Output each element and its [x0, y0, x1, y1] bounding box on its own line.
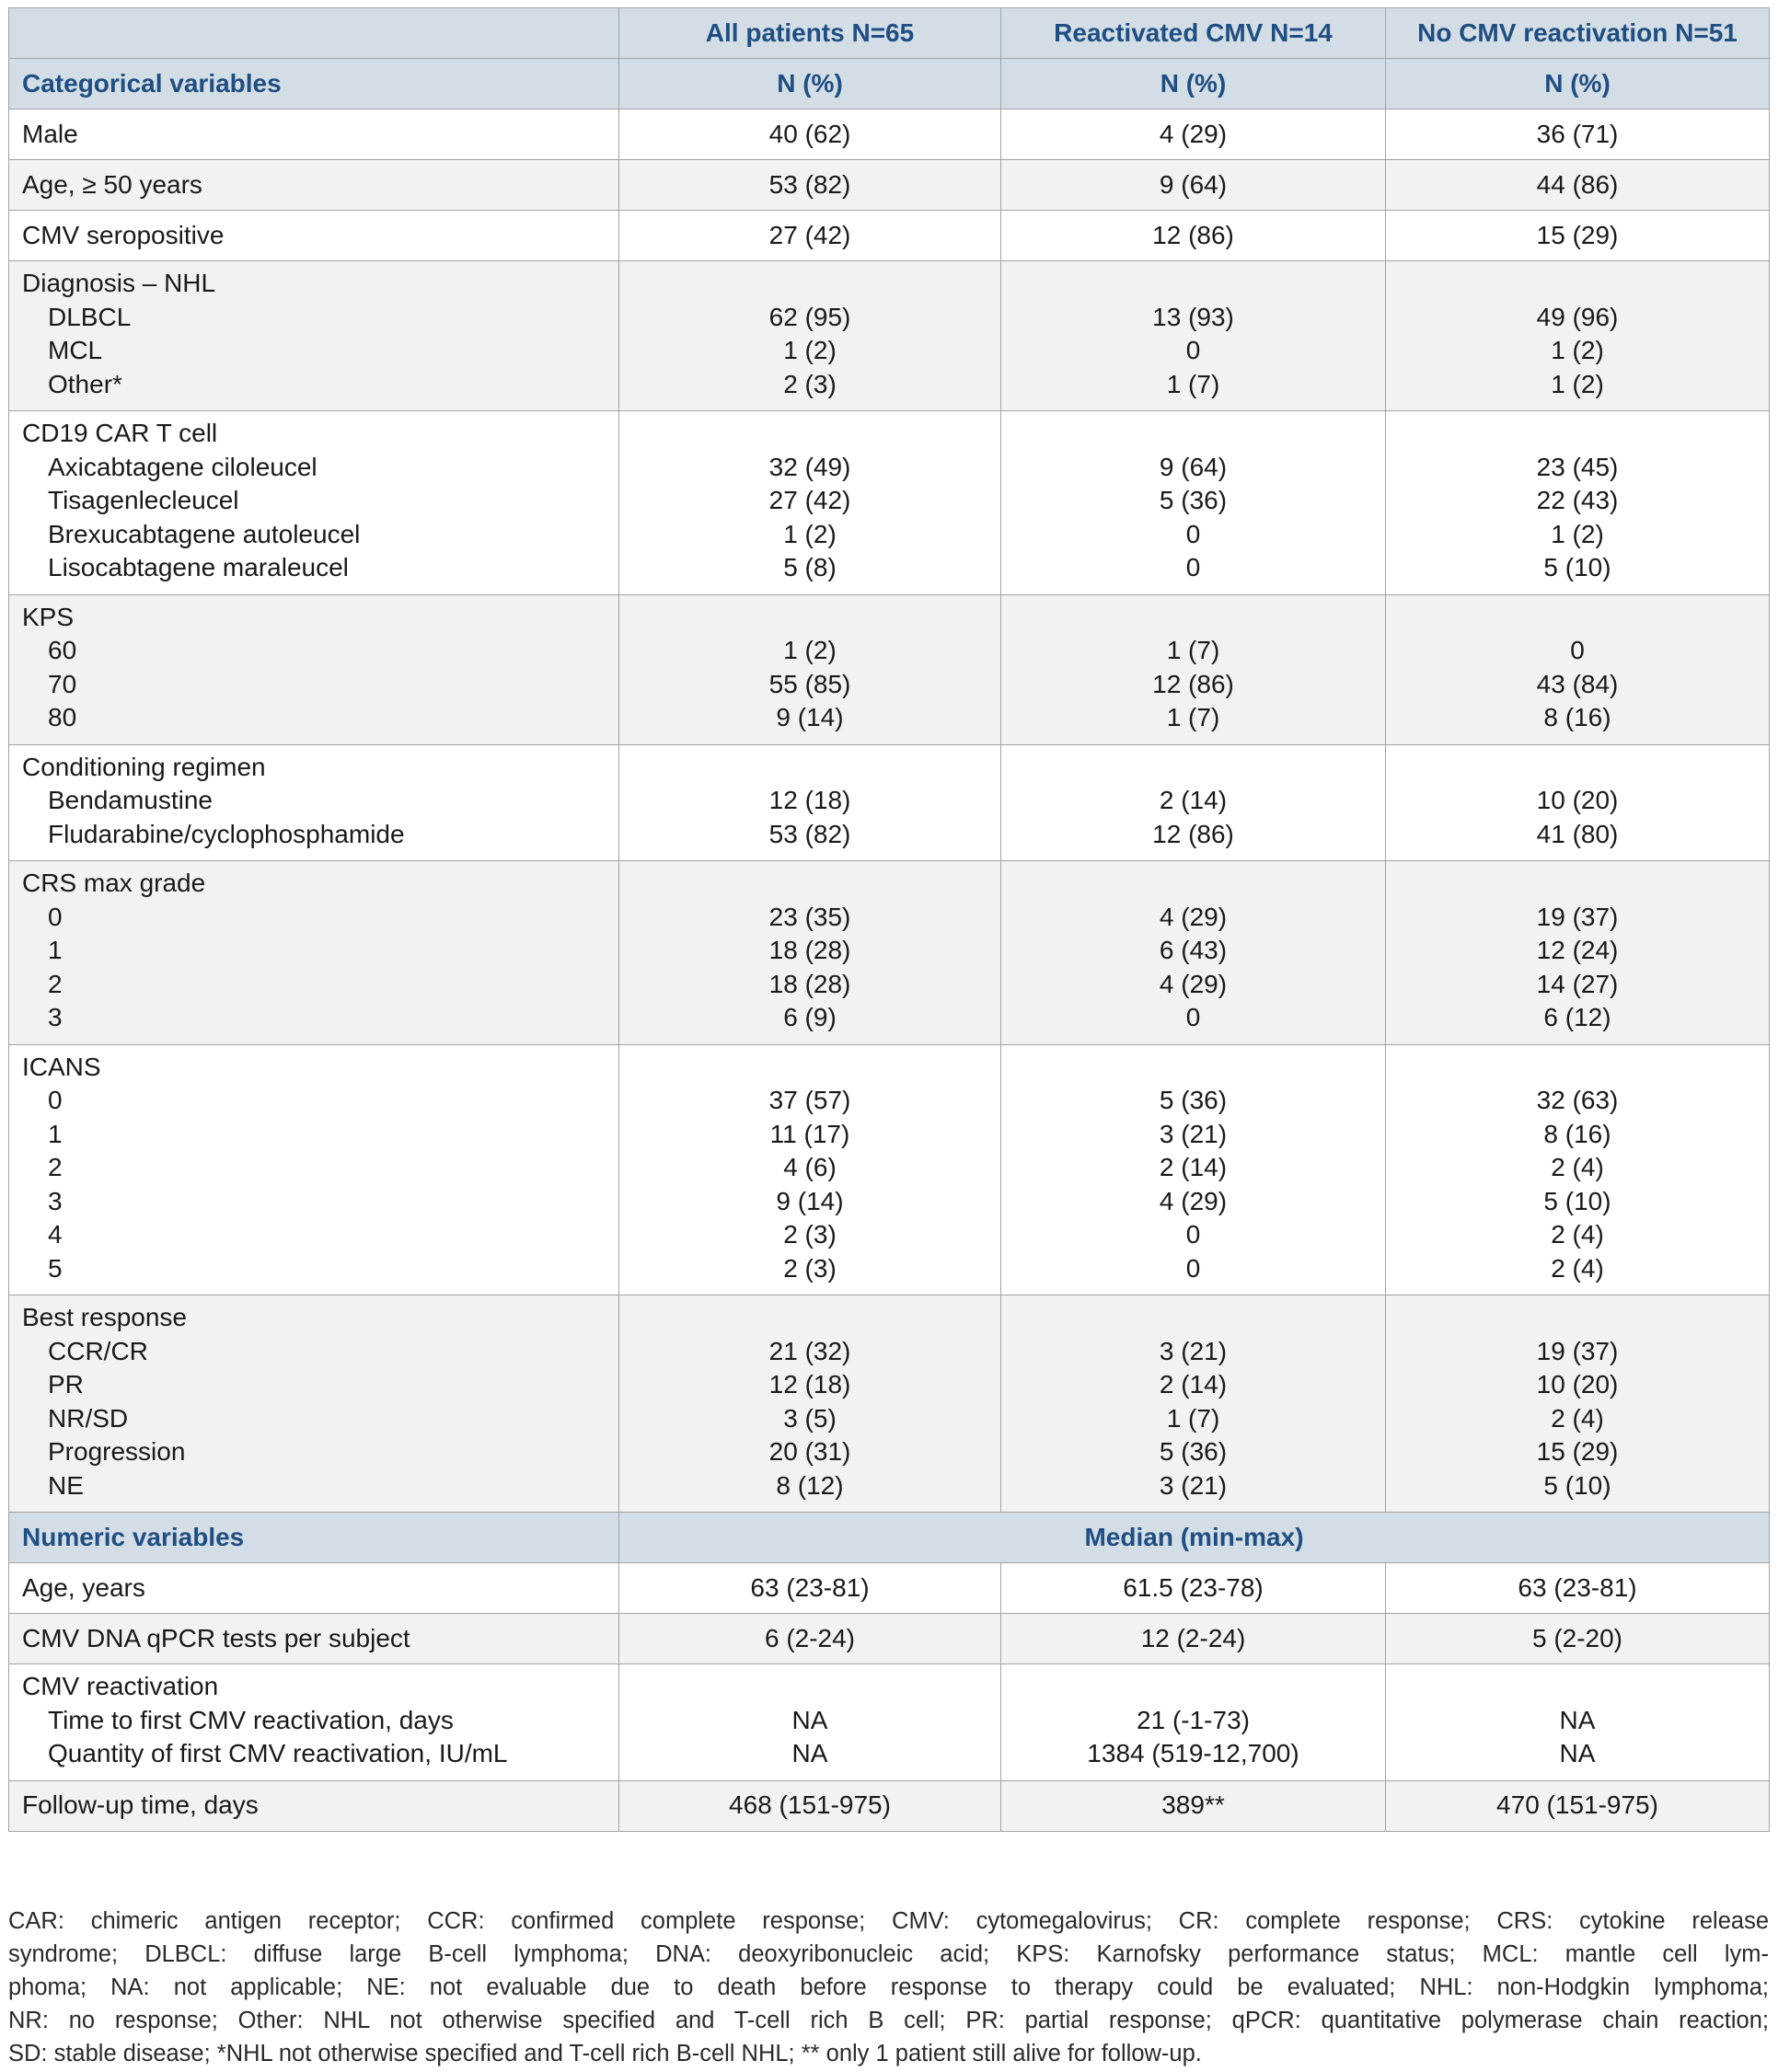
group-title: ICANS: [22, 1052, 101, 1081]
row-label: Bendamustine: [48, 786, 214, 814]
row-label: Lisocabtagene maraleucel: [48, 553, 349, 581]
cell-reactivated: 4 (29): [1159, 1186, 1228, 1215]
cell-no-reactivation: 44 (86): [1386, 160, 1770, 211]
cell-reactivated: 5 (36): [1159, 1437, 1228, 1466]
cell-all: 18 (28): [768, 936, 851, 964]
cell-all: 32 (49): [768, 452, 851, 481]
cell-reactivated: 0: [1185, 519, 1201, 548]
cell-reactivated: 6 (43): [1159, 936, 1228, 964]
cell-no-reactivation: 43 (84): [1536, 669, 1619, 698]
row-label: PR: [48, 1370, 84, 1399]
row-label: 60: [48, 636, 77, 664]
footnote-line: NR: no response; Other: NHL not otherwise specified and T-cell rich B cell; PR: partial response; qPCR: quantitative polymerase chain reaction;: [8, 2008, 1769, 2033]
cell-all: 53 (82): [768, 819, 851, 848]
cell-no-reactivation: 10 (20): [1536, 786, 1619, 814]
cell-no-reactivation: 1 (2): [1551, 369, 1604, 398]
row-label: CMV DNA qPCR tests per subject: [9, 1614, 619, 1664]
cell-reactivated: 0: [1185, 553, 1201, 581]
footnote-line: CAR: chimeric antigen receptor; CCR: confirmed complete response; CMV: cytomegalovirus; CR: complete response; CRS: cytokine release: [8, 1908, 1769, 1934]
cell-all: 2 (3): [783, 1253, 837, 1283]
table-row: [9, 1563, 1770, 1614]
group-row: [9, 1295, 1770, 1513]
cell-reactivated: 1384 (519-12,700): [1087, 1739, 1299, 1767]
group-row: [9, 744, 1770, 861]
numeric-variables-heading: Numeric variables: [9, 1513, 619, 1563]
row-label: 1: [48, 936, 63, 964]
cell-all: 27 (42): [768, 486, 851, 514]
footnote-line: SD: stable disease; *NHL not otherwise specified and T-cell rich B-cell NHL; ** only 1 patient still alive for follow-up.: [8, 2041, 1202, 2066]
row-label: 0: [48, 902, 63, 931]
cell-reactivated: 13 (93): [1152, 302, 1234, 331]
cell-no-reactivation: 36 (71): [1386, 109, 1770, 160]
cell-all: 11 (17): [769, 1119, 850, 1148]
cell-all: 12 (18): [768, 1370, 851, 1399]
cell-reactivated: 12 (86): [1152, 669, 1234, 698]
cell-no-reactivation: 1 (2): [1551, 519, 1604, 548]
row-label: NE: [48, 1470, 84, 1500]
cell-all: 2 (3): [783, 369, 837, 398]
cell-all: 9 (14): [776, 703, 844, 731]
row-label: 1: [48, 1119, 63, 1148]
header-all-patients: All patients N=65: [619, 8, 1001, 59]
stat-label: N (%): [1001, 59, 1386, 109]
cell-reactivated: 1 (7): [1166, 1403, 1220, 1433]
cell-no-reactivation: NA: [1559, 1739, 1596, 1767]
row-label: Axicabtagene ciloleucel: [48, 452, 318, 481]
cell-reactivated: 0: [1185, 336, 1201, 364]
row-label: CCR/CR: [48, 1336, 148, 1365]
stat-label: N (%): [619, 59, 1001, 109]
cell-reactivated: 2 (14): [1159, 1370, 1228, 1399]
cell-no-reactivation: 41 (80): [1536, 819, 1619, 848]
cell-reactivated: 21 (-1-73): [1137, 1705, 1250, 1734]
cell-no-reactivation: 10 (20): [1536, 1370, 1619, 1399]
cell-no-reactivation: 6 (12): [1543, 1003, 1611, 1031]
cell-all: 468 (151-975): [619, 1780, 1001, 1831]
cell-all: 62 (95): [768, 302, 851, 331]
cell-all: 55 (85): [768, 669, 851, 698]
row-label: MCL: [48, 336, 103, 364]
row-label: Male: [9, 109, 619, 160]
cell-no-reactivation: 5 (10): [1543, 1470, 1611, 1500]
stat-label: N (%): [1386, 59, 1770, 109]
cell-all: 37 (57): [768, 1086, 851, 1114]
table-row: [9, 1614, 1770, 1664]
cell-all: 21 (32): [768, 1336, 851, 1365]
cell-all: 23 (35): [768, 902, 851, 931]
table-row: [9, 1780, 1770, 1831]
cell-reactivated: 0: [1185, 1003, 1201, 1031]
cell-reactivated: 5 (36): [1159, 1086, 1228, 1114]
cell-reactivated: 9 (64): [1159, 452, 1228, 481]
cell-reactivated: 3 (21): [1159, 1470, 1228, 1500]
median-range-label: Median (min-max): [619, 1513, 1770, 1563]
group-row: [9, 861, 1770, 1045]
group-row: [9, 1044, 1770, 1295]
group-row-cmv-reactivation: [9, 1664, 1770, 1781]
cell-no-reactivation: 14 (27): [1536, 969, 1619, 998]
categorical-variables-heading: Categorical variables: [9, 59, 619, 109]
table-row: [9, 160, 1770, 211]
group-row: [9, 594, 1770, 744]
column-header-row: [9, 8, 1770, 59]
cell-all: 6 (9): [783, 1003, 837, 1031]
cell-no-reactivation: 19 (37): [1536, 902, 1619, 931]
cell-reactivated: 1 (7): [1166, 369, 1220, 398]
group-title: KPS: [22, 602, 75, 631]
row-label: 4: [48, 1220, 63, 1249]
cell-all: 1 (2): [783, 636, 837, 664]
cell-reactivated: 4 (29): [1001, 109, 1386, 160]
cell-reactivated: 4 (29): [1159, 969, 1228, 998]
row-label: Fludarabine/cyclophosphamide: [48, 819, 405, 848]
cell-all: 27 (42): [619, 211, 1001, 261]
cell-reactivated: 12 (86): [1001, 211, 1386, 261]
row-label: Tisagenlecleucel: [48, 486, 239, 514]
cell-no-reactivation: 470 (151-975): [1386, 1780, 1770, 1831]
cell-no-reactivation: 22 (43): [1536, 486, 1619, 514]
footnote-line: phoma; NA: not applicable; NE: not evaluable due to death before response to therapy could be evaluated; NHL: non-Hodgkin lymphoma;: [8, 1974, 1769, 2000]
cell-reactivated: 3 (21): [1159, 1336, 1228, 1365]
group-title: CRS max grade: [22, 869, 206, 897]
cell-reactivated: 2 (14): [1159, 1153, 1228, 1181]
cell-all: 63 (23-81): [619, 1563, 1001, 1614]
cell-reactivated: 0: [1185, 1253, 1201, 1283]
row-label: 80: [48, 703, 77, 731]
row-label: 2: [48, 969, 63, 998]
cell-all: 1 (2): [783, 336, 837, 364]
cell-all: 20 (31): [768, 1437, 851, 1466]
group-title: Conditioning regimen: [22, 752, 266, 781]
cell-reactivated: 12 (2-24): [1001, 1614, 1386, 1664]
cell-no-reactivation: 5 (10): [1543, 553, 1611, 581]
cell-all: 8 (12): [776, 1470, 844, 1500]
cell-all: 53 (82): [619, 160, 1001, 211]
cell-all: NA: [791, 1739, 828, 1767]
cell-no-reactivation: 1 (2): [1551, 336, 1604, 364]
group-title: CD19 CAR T cell: [22, 419, 218, 447]
cell-no-reactivation: 2 (4): [1551, 1153, 1604, 1181]
cell-no-reactivation: 23 (45): [1536, 452, 1619, 481]
patient-characteristics-table: [8, 7, 1770, 1832]
cell-no-reactivation: 5 (2-20): [1386, 1614, 1770, 1664]
cell-reactivated: 9 (64): [1001, 160, 1386, 211]
cell-all: 1 (2): [783, 519, 837, 548]
cell-no-reactivation: 15 (29): [1536, 1437, 1619, 1466]
table-row: [9, 211, 1770, 261]
row-label: 0: [48, 1086, 63, 1114]
cell-reactivated: 0: [1185, 1220, 1201, 1249]
group-title: Best response: [22, 1303, 187, 1331]
header-no-cmv-reactivation: No CMV reactivation N=51: [1386, 8, 1770, 59]
row-label: Progression: [48, 1437, 186, 1466]
row-label: 3: [48, 1003, 63, 1031]
cell-no-reactivation: 2 (4): [1551, 1403, 1604, 1433]
cell-all: 4 (6): [783, 1153, 837, 1181]
cell-all: 5 (8): [783, 553, 837, 581]
cell-no-reactivation: 5 (10): [1543, 1186, 1611, 1215]
cell-reactivated: 389**: [1001, 1780, 1386, 1831]
cell-no-reactivation: 32 (63): [1536, 1086, 1619, 1114]
row-label: 70: [48, 669, 77, 698]
cell-no-reactivation: NA: [1559, 1705, 1596, 1734]
cell-all: NA: [791, 1705, 828, 1734]
row-label: Other*: [48, 369, 122, 398]
cell-reactivated: 5 (36): [1159, 486, 1228, 514]
row-label: DLBCL: [48, 302, 132, 331]
row-label: Time to first CMV reactivation, days: [48, 1705, 454, 1734]
footnote-line: syndrome; DLBCL: diffuse large B-cell lymphoma; DNA: deoxyribonucleic acid; KPS: Karnofsky performance status; MCL: mantle cell lym-: [8, 1941, 1769, 1967]
row-label: Age, years: [9, 1563, 619, 1614]
cell-reactivated: 61.5 (23-78): [1001, 1563, 1386, 1614]
cell-no-reactivation: 12 (24): [1536, 936, 1619, 964]
table-row: [9, 109, 1770, 160]
numeric-header-row: [9, 1513, 1770, 1563]
cell-reactivated: 1 (7): [1166, 703, 1220, 731]
group-row: [9, 411, 1770, 595]
cell-no-reactivation: 2 (4): [1551, 1253, 1604, 1283]
cell-reactivated: 3 (21): [1159, 1119, 1228, 1148]
row-label: 5: [48, 1253, 63, 1283]
cell-no-reactivation: 49 (96): [1536, 302, 1619, 331]
categorical-header-row: [9, 59, 1770, 109]
cell-all: 18 (28): [768, 969, 851, 998]
cell-reactivated: 1 (7): [1166, 636, 1220, 664]
row-label: Follow-up time, days: [9, 1780, 619, 1831]
group-title: CMV reactivation: [22, 1672, 219, 1700]
cell-no-reactivation: 8 (16): [1543, 1119, 1611, 1148]
cell-all: 6 (2-24): [619, 1614, 1001, 1664]
row-label: 2: [48, 1153, 63, 1181]
row-label: CMV seropositive: [9, 211, 619, 261]
row-label: Age, ≥ 50 years: [9, 160, 619, 211]
cell-no-reactivation: 8 (16): [1543, 703, 1611, 731]
row-label: NR/SD: [48, 1403, 129, 1433]
cell-all: 12 (18): [768, 786, 851, 814]
row-label: 3: [48, 1186, 63, 1215]
cell-reactivated: 12 (86): [1152, 819, 1234, 848]
cell-all: 40 (62): [619, 109, 1001, 160]
cell-all: 9 (14): [776, 1186, 844, 1215]
cell-no-reactivation: 19 (37): [1536, 1336, 1619, 1365]
cell-reactivated: 4 (29): [1159, 902, 1228, 931]
cell-no-reactivation: 63 (23-81): [1386, 1563, 1770, 1614]
cell-no-reactivation: 2 (4): [1551, 1220, 1604, 1249]
row-label: Quantity of first CMV reactivation, IU/mL: [48, 1739, 508, 1767]
header-blank-cell: [9, 8, 619, 59]
cell-no-reactivation: 15 (29): [1386, 211, 1770, 261]
cell-no-reactivation: 0: [1570, 636, 1585, 664]
cell-all: 2 (3): [783, 1220, 837, 1249]
group-row: [9, 261, 1770, 411]
cell-reactivated: 2 (14): [1159, 786, 1228, 814]
row-label: Brexucabtagene autoleucel: [48, 519, 361, 548]
header-reactivated-cmv: Reactivated CMV N=14: [1001, 8, 1386, 59]
table-footnote: [8, 1905, 1769, 2070]
group-title: Diagnosis – NHL: [22, 269, 216, 297]
cell-all: 3 (5): [783, 1403, 837, 1433]
